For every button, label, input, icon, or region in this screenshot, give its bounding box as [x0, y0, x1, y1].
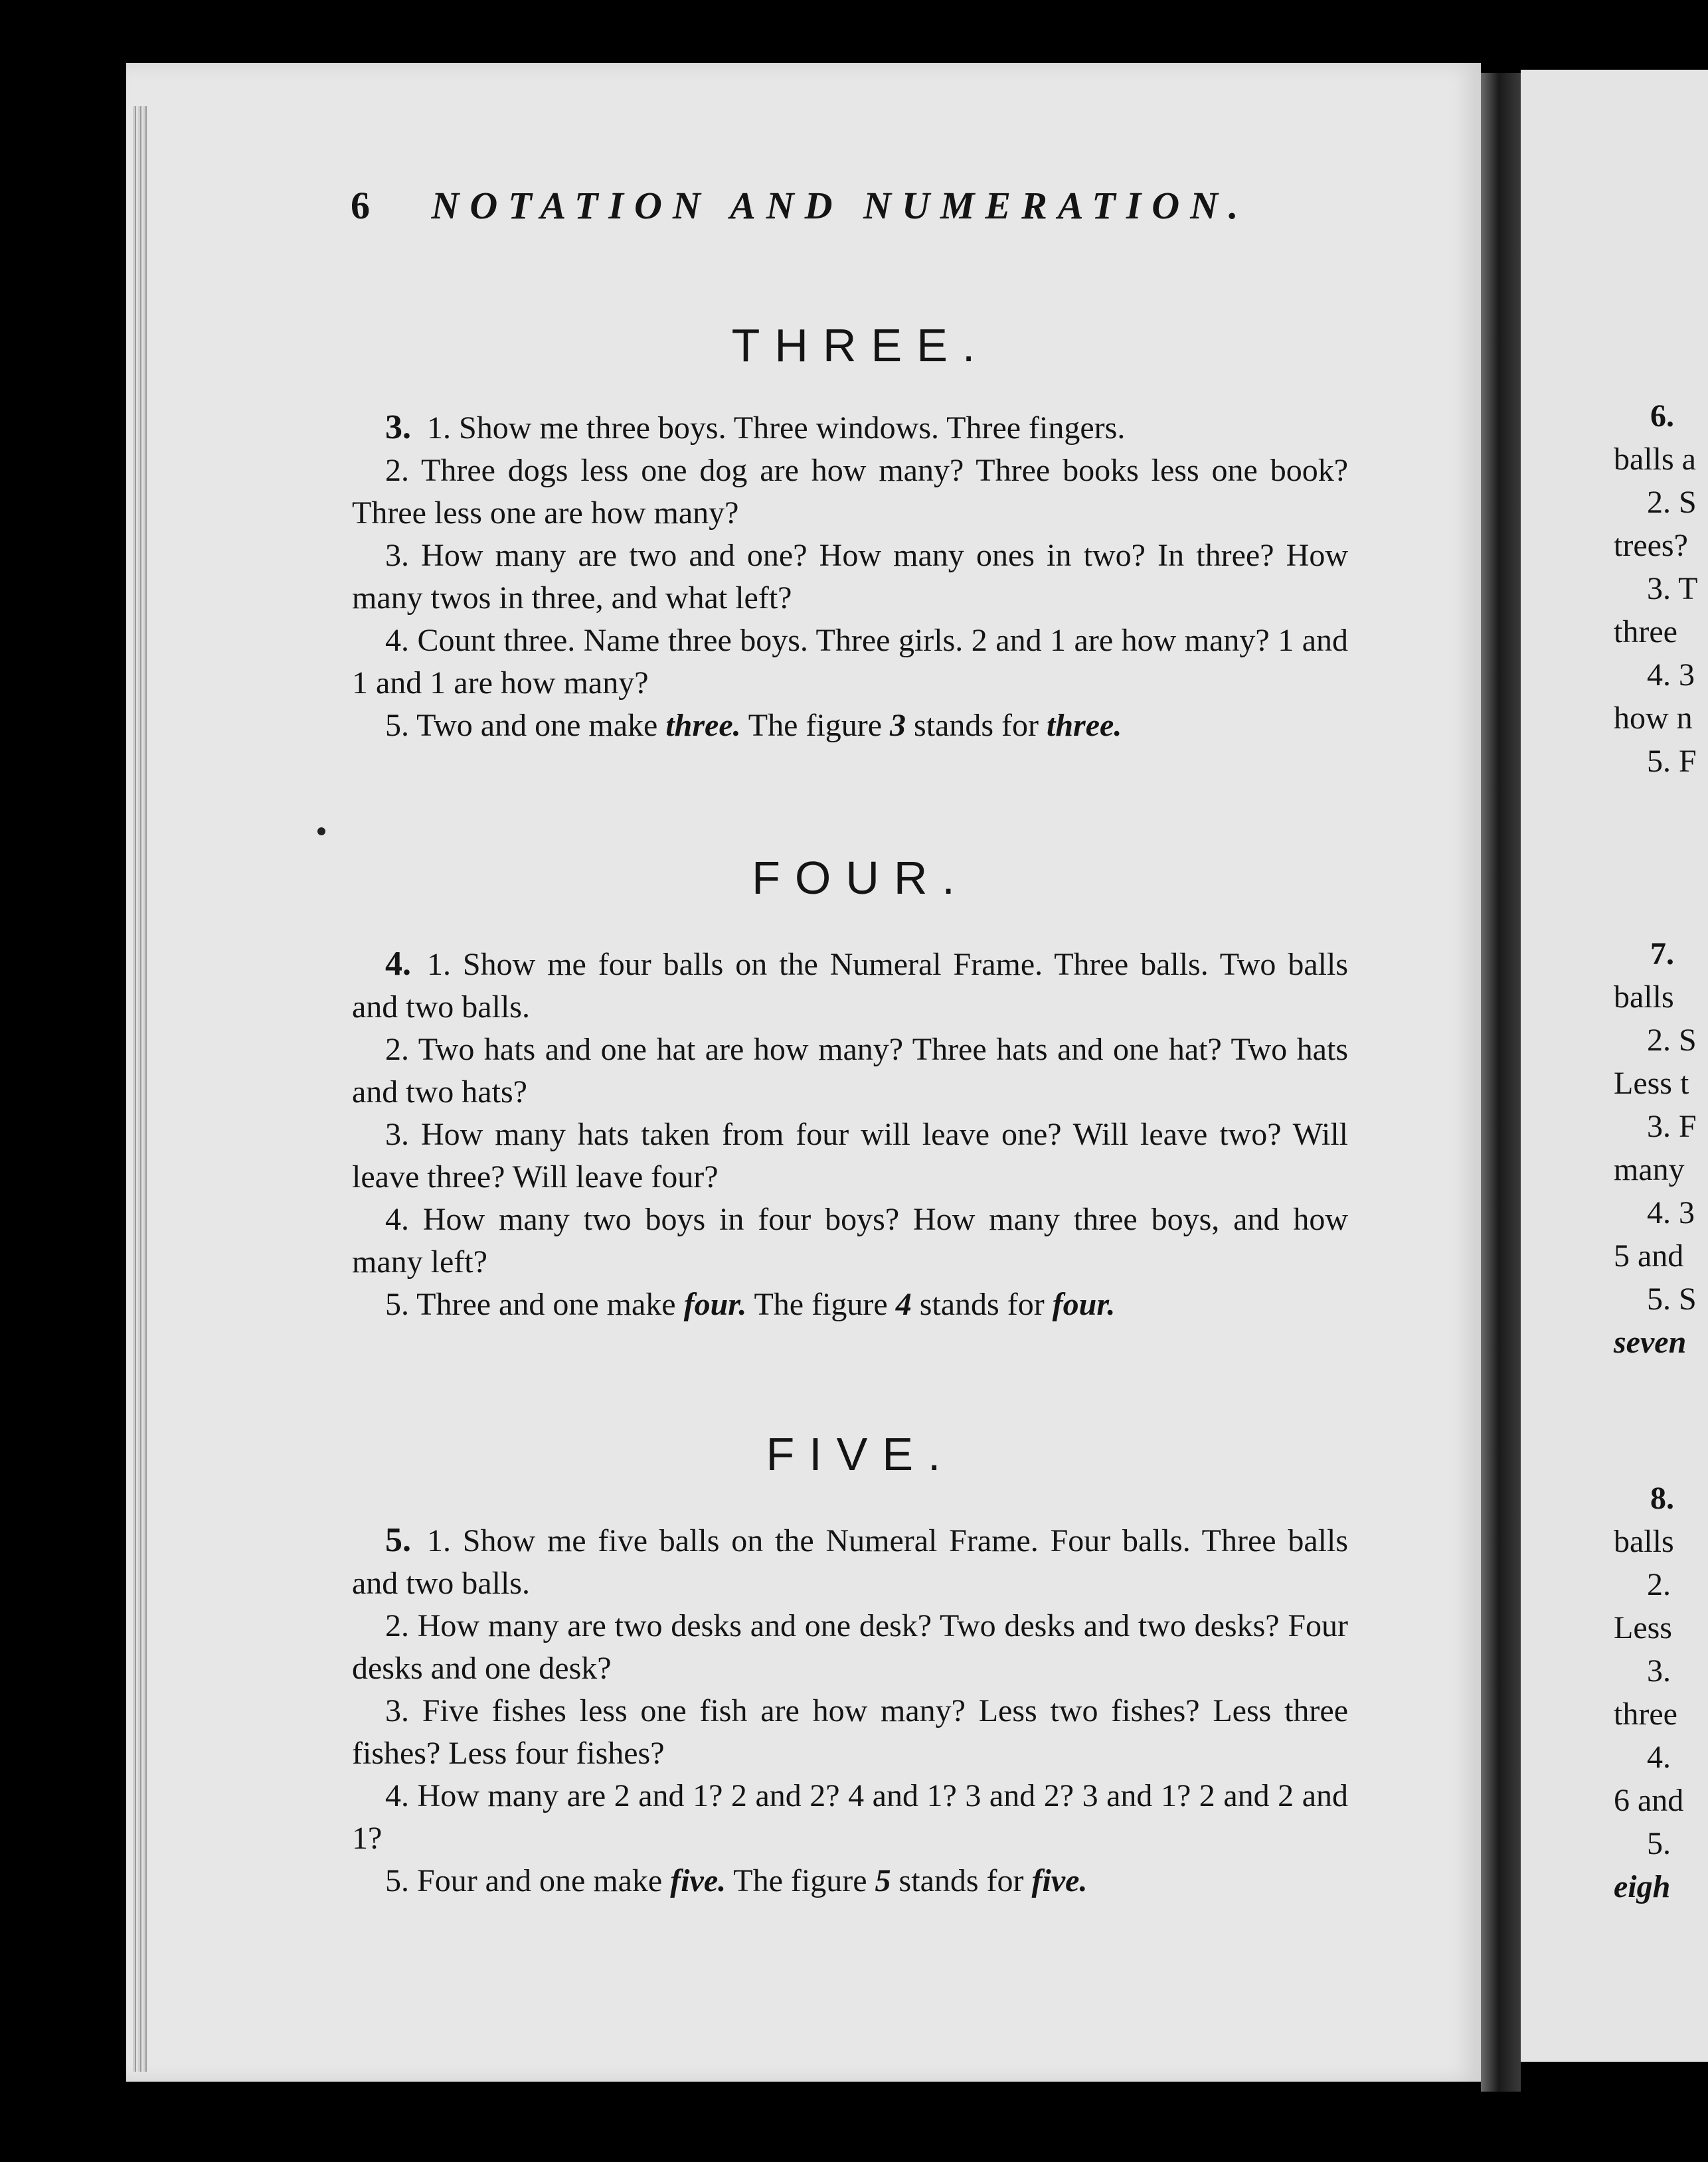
section-item: 4. 1. Show me four balls on the Numeral Frame. Three balls. Two balls and two balls.: [352, 945, 1348, 1025]
right-fragment: 5. F: [1647, 744, 1697, 779]
section-item: 3. How many hats taken from four will leave one? Will leave two? Will leave three? Will leave four?: [352, 1117, 1348, 1195]
section-heading-five: FIVE.: [766, 1428, 956, 1480]
right-fragment: 2. S: [1647, 1023, 1697, 1058]
section-item: 3. 1. Show me three boys. Three windows. Three fingers.: [385, 408, 1126, 446]
right-fragment: 8.: [1650, 1481, 1674, 1516]
right-fragment: many: [1614, 1152, 1685, 1187]
right-fragment: balls a: [1614, 442, 1696, 477]
section-three: [352, 406, 1348, 747]
right-fragment: balls: [1614, 979, 1674, 1015]
section-four: [352, 943, 1348, 1326]
right-fragment: how n: [1614, 701, 1693, 736]
right-fragment: 4. 3: [1647, 1195, 1695, 1230]
section-item: 5. Four and one make five. The figure 5 stands for five.: [385, 1863, 1088, 1898]
page-number: 6: [351, 184, 370, 227]
right-fragment: 4. 3: [1647, 657, 1695, 693]
right-fragment: 2.: [1647, 1567, 1671, 1602]
right-fragment: Less t: [1614, 1066, 1689, 1101]
right-fragment: 3. T: [1647, 571, 1698, 606]
right-page-cropped: [1521, 70, 1708, 2062]
section-item: 4. How many are 2 and 1? 2 and 2? 4 and 1? 3 and 2? 3 and 1? 2 and 2 and 1?: [352, 1778, 1348, 1856]
right-fragment: 5.: [1647, 1826, 1671, 1861]
section-item: 2. Two hats and one hat are how many? Three hats and one hat? Two hats and two hats?: [352, 1032, 1348, 1110]
right-fragment: 3. F: [1647, 1109, 1697, 1144]
right-fragment: 6.: [1650, 398, 1674, 434]
right-fragment: seven: [1614, 1325, 1687, 1360]
running-head: NOTATION AND NUMERATION.: [431, 184, 1249, 227]
right-fragment: trees?: [1614, 528, 1688, 563]
section-item: 4. How many two boys in four boys? How many three boys, and how many left?: [352, 1202, 1348, 1280]
section-item: 5. Two and one make three. The figure 3 stands for three.: [385, 708, 1122, 743]
section-item: 2. How many are two desks and one desk? Two desks and two desks? Four desks and one desk?: [352, 1608, 1348, 1686]
section-five: [352, 1519, 1348, 1902]
section-item: 2. Three dogs less one dog are how many? Three books less one book? Three less one are how many?: [352, 453, 1348, 531]
section-number: 3.: [385, 408, 411, 446]
right-fragment: 3.: [1647, 1653, 1671, 1689]
section-heading-three: THREE.: [731, 319, 990, 371]
right-fragment: 5. S: [1647, 1282, 1697, 1317]
section-number: 4.: [385, 945, 411, 983]
right-fragment: 4.: [1647, 1740, 1671, 1775]
section-heading-four: FOUR.: [752, 852, 970, 904]
section-item: 3. Five fishes less one fish are how many? Less two fishes? Less three fishes? Less four fishes?: [352, 1693, 1348, 1771]
book-gutter: [1481, 73, 1521, 2092]
section-item: 5. 1. Show me five balls on the Numeral Frame. Four balls. Three balls and two balls.: [352, 1521, 1348, 1601]
page-header: [351, 179, 1413, 232]
right-fragment: 2. S: [1647, 485, 1697, 520]
right-fragment: 6 and: [1614, 1783, 1684, 1818]
right-fragment: three: [1614, 1697, 1677, 1732]
right-fragment: 7.: [1650, 936, 1674, 971]
section-item: 3. How many are two and one? How many ones in two? In three? How many twos in three, and what left?: [352, 538, 1348, 616]
right-fragment: 5 and: [1614, 1238, 1684, 1274]
section-item: 4. Count three. Name three boys. Three girls. 2 and 1 are how many? 1 and 1 and 1 are how many?: [352, 623, 1348, 701]
section-item: 5. Three and one make four. The figure 4 stands for four.: [385, 1287, 1116, 1322]
ink-speck: [317, 827, 325, 835]
right-fragment: balls: [1614, 1524, 1674, 1559]
right-fragment: eigh: [1614, 1869, 1671, 1904]
page-edge-stack: [133, 106, 147, 2072]
right-fragment: three: [1614, 614, 1677, 649]
right-fragment: Less: [1614, 1610, 1672, 1645]
section-number: 5.: [385, 1521, 411, 1559]
